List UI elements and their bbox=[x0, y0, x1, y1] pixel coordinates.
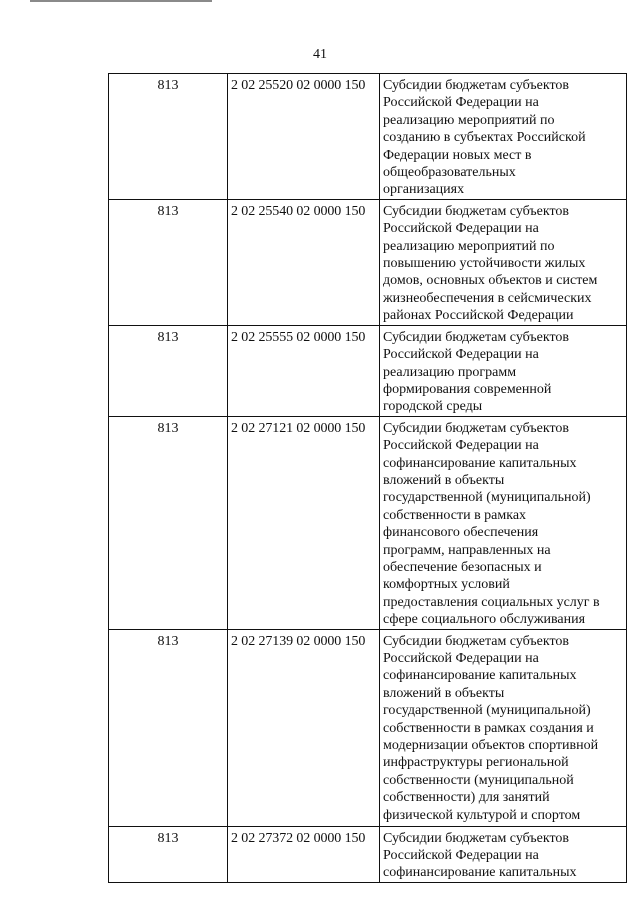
page-number: 41 bbox=[313, 47, 327, 62]
budget-code-table bbox=[108, 73, 627, 883]
description-line: программ, направленных на bbox=[383, 542, 551, 558]
description-line: модернизации объектов спортивной bbox=[383, 738, 599, 754]
description-line: районах Российской Федерации bbox=[383, 308, 574, 324]
budget-code-cell: 2 02 27121 02 0000 150 bbox=[228, 416, 380, 629]
description-line: созданию в субъектах Российской bbox=[383, 130, 586, 146]
description-line: реализацию мероприятий по bbox=[383, 238, 555, 254]
table-row bbox=[109, 199, 627, 325]
description-line: Российской Федерации на bbox=[383, 848, 539, 863]
admin-code-cell: 813 bbox=[109, 826, 228, 882]
description-line: инфраструктуры региональной bbox=[383, 755, 569, 771]
description-line: Субсидии бюджетам субъектов bbox=[383, 633, 570, 649]
admin-code-cell: 813 bbox=[109, 629, 228, 826]
description-cell bbox=[380, 629, 627, 826]
description-line: физической культурой и спортом bbox=[383, 807, 581, 823]
top-divider-line bbox=[30, 0, 212, 2]
description-line: предоставления социальных услуг в bbox=[383, 594, 600, 610]
description-line: формирования современной bbox=[383, 381, 552, 397]
description-line: софинансирование капитальных bbox=[383, 865, 577, 881]
description-line: Российской Федерации на bbox=[383, 95, 539, 111]
description-line: Субсидии бюджетам субъектов bbox=[383, 830, 570, 846]
description-line: собственности (муниципальной bbox=[383, 772, 574, 788]
admin-code-cell: 813 bbox=[109, 416, 228, 629]
description-line: организациях bbox=[383, 182, 465, 198]
description-line: Российской Федерации на bbox=[383, 221, 539, 237]
description-line: софинансирование капитальных bbox=[383, 668, 577, 684]
description-line: обеспечение безопасных и bbox=[383, 559, 542, 575]
description-line: реализацию мероприятий по bbox=[383, 112, 555, 128]
budget-code-cell: 2 02 27372 02 0000 150 bbox=[228, 826, 380, 882]
description-cell bbox=[380, 74, 627, 200]
description-line: комфортных условий bbox=[383, 577, 510, 593]
description-line: государственной (муниципальной) bbox=[383, 703, 591, 719]
table-row bbox=[109, 629, 627, 826]
table-row bbox=[109, 325, 627, 416]
admin-code-cell: 813 bbox=[109, 325, 228, 416]
description-line: повышению устойчивости жилых bbox=[383, 256, 586, 272]
admin-code-cell: 813 bbox=[109, 74, 228, 200]
description-line: домов, основных объектов и систем bbox=[383, 273, 598, 289]
description-line: Субсидии бюджетам субъектов bbox=[383, 78, 570, 93]
description-line: софинансирование капитальных bbox=[383, 455, 577, 471]
description-line: сфере социального обслуживания bbox=[383, 612, 586, 628]
description-cell bbox=[380, 199, 627, 325]
budget-code-cell: 2 02 25540 02 0000 150 bbox=[228, 199, 380, 325]
description-line: Субсидии бюджетам субъектов bbox=[383, 329, 570, 345]
description-line: собственности) для занятий bbox=[383, 790, 550, 806]
description-line: Субсидии бюджетам субъектов bbox=[383, 203, 570, 219]
description-line: Российской Федерации на bbox=[383, 438, 539, 454]
table-row bbox=[109, 826, 627, 882]
description-line: Федерации новых мест в bbox=[383, 147, 532, 163]
budget-code-cell: 2 02 25555 02 0000 150 bbox=[228, 325, 380, 416]
budget-code-cell: 2 02 25520 02 0000 150 bbox=[228, 74, 380, 200]
description-line: государственной (муниципальной) bbox=[383, 490, 591, 506]
table-row bbox=[109, 74, 627, 200]
budget-code-cell: 2 02 27139 02 0000 150 bbox=[228, 629, 380, 826]
description-line: собственности в рамках создания и bbox=[383, 720, 594, 736]
description-line: городской среды bbox=[383, 399, 483, 415]
description-line: финансового обеспечения bbox=[383, 525, 539, 541]
description-line: общеобразовательных bbox=[383, 165, 516, 181]
description-line: Субсидии бюджетам субъектов bbox=[383, 420, 570, 436]
description-cell bbox=[380, 325, 627, 416]
description-line: реализацию программ bbox=[383, 364, 517, 380]
description-line: собственности в рамках bbox=[383, 507, 527, 523]
description-line: вложений в объекты bbox=[383, 685, 505, 701]
admin-code-cell: 813 bbox=[109, 199, 228, 325]
description-cell bbox=[380, 416, 627, 629]
description-line: вложений в объекты bbox=[383, 472, 505, 488]
description-cell bbox=[380, 826, 627, 882]
description-line: Российской Федерации на bbox=[383, 347, 539, 363]
description-line: жизнеобеспечения в сейсмических bbox=[383, 290, 592, 306]
description-line: Российской Федерации на bbox=[383, 651, 539, 666]
table-row bbox=[109, 416, 627, 629]
